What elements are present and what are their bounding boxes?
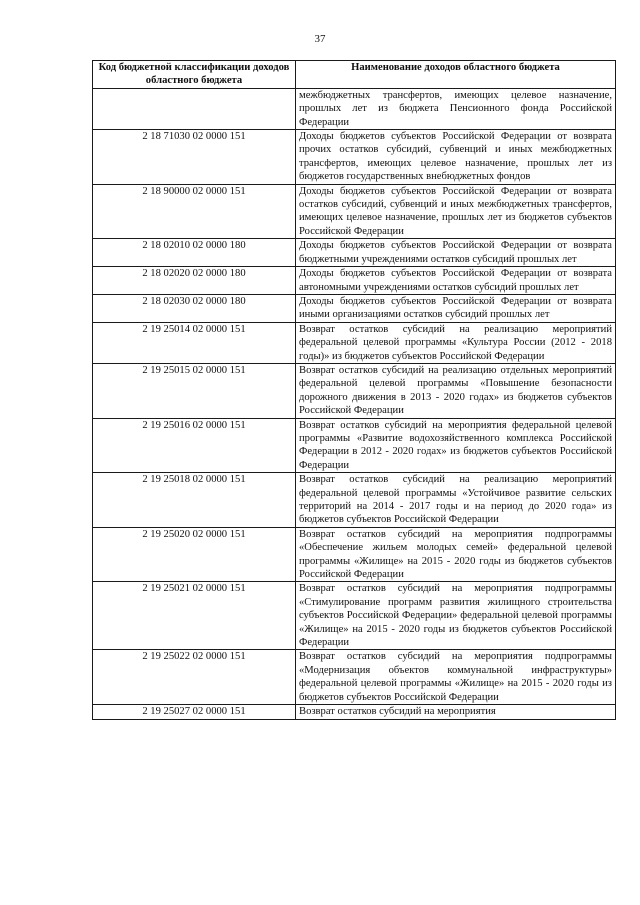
row-code: 2 19 25022 02 0000 151	[93, 650, 296, 705]
table-row	[93, 130, 616, 185]
row-name: Доходы бюджетов субъектов Российской Федерации от возврата автономными учреждениями остатков субсидий прошлых лет	[296, 267, 616, 295]
row-code: 2 18 02030 02 0000 180	[93, 294, 296, 322]
row-code: 2 19 25027 02 0000 151	[93, 705, 296, 719]
row-name: Доходы бюджетов субъектов Российской Федерации от возврата иными организациями остатков субсидий прошлых лет	[296, 294, 616, 322]
row-name: Доходы бюджетов субъектов Российской Федерации от возврата бюджетными учреждениями остатков субсидий прошлых лет	[296, 239, 616, 267]
table-row	[93, 322, 616, 363]
row-code: 2 18 02020 02 0000 180	[93, 267, 296, 295]
header-code: Код бюджетной классификации доходов областного бюджета	[93, 61, 296, 89]
row-code	[93, 88, 296, 129]
page-number: 37	[314, 33, 326, 45]
row-name: Возврат остатков субсидий на мероприятия подпрограммы «Стимулирование программ развития жилищного строительства субъектов Российской Федерации» федеральной целевой программы «Жилище» на 2015 - 2020 годы из бюджетов субъектов Российской Федерации	[296, 582, 616, 650]
table-row	[93, 582, 616, 650]
row-code: 2 18 90000 02 0000 151	[93, 184, 296, 239]
table-row	[93, 705, 616, 719]
table-row	[93, 418, 616, 473]
row-name: Возврат остатков субсидий на реализацию мероприятий федеральной целевой программы «Культура России (2012 - 2018 годы)» из бюджетов субъектов Российской Федерации	[296, 322, 616, 363]
table-row	[93, 363, 616, 418]
row-name: Возврат остатков субсидий на мероприятия подпрограммы «Обеспечение жильем молодых семей» федеральной целевой программы «Жилище» на 2015 - 2020 годы из бюджетов субъектов Российской Федерации	[296, 527, 616, 582]
row-name: Возврат остатков субсидий на реализацию отдельных мероприятий федеральной целевой программы «Повышение безопасности дорожного движения в 2013 - 2020 годах» из бюджетов субъектов Российской Федерации	[296, 363, 616, 418]
budget-classification-table	[92, 60, 616, 720]
row-code: 2 19 25021 02 0000 151	[93, 582, 296, 650]
row-code: 2 19 25014 02 0000 151	[93, 322, 296, 363]
header-name: Наименование доходов областного бюджета	[296, 61, 616, 89]
table-row	[93, 88, 616, 129]
row-code: 2 19 25018 02 0000 151	[93, 473, 296, 528]
row-name: Возврат остатков субсидий на реализацию мероприятий федеральной целевой программы «Устойчивое развитие сельских территорий на 2014 - 2017 годы и на период до 2020 года» из бюджетов субъектов Российской Федерации	[296, 473, 616, 528]
row-name: Возврат остатков субсидий на мероприятия федеральной целевой программы «Развитие водохозяйственного комплекса Российской Федерации в 2012 - 2020 годах» из бюджетов субъектов Российской Федерации	[296, 418, 616, 473]
row-code: 2 19 25016 02 0000 151	[93, 418, 296, 473]
row-code: 2 18 71030 02 0000 151	[93, 130, 296, 185]
row-code: 2 19 25020 02 0000 151	[93, 527, 296, 582]
row-name: Доходы бюджетов субъектов Российской Федерации от возврата прочих остатков субсидий, субвенций и иных межбюджетных трансфертов, имеющих целевое назначение, прошлых лет из бюджетов государственных внебюджетных фондов	[296, 130, 616, 185]
table-row	[93, 239, 616, 267]
row-name: Доходы бюджетов субъектов Российской Федерации от возврата остатков субсидий, субвенций и иных межбюджетных трансфертов, имеющих целевое назначение, прошлых лет из бюджетов субъектов Российской Федерации	[296, 184, 616, 239]
table-row	[93, 184, 616, 239]
table-row	[93, 267, 616, 295]
table-row	[93, 650, 616, 705]
row-code: 2 18 02010 02 0000 180	[93, 239, 296, 267]
table-row	[93, 294, 616, 322]
row-code: 2 19 25015 02 0000 151	[93, 363, 296, 418]
table-row	[93, 473, 616, 528]
row-name: Возврат остатков субсидий на мероприятия	[296, 705, 616, 719]
row-name: межбюджетных трансфертов, имеющих целевое назначение, прошлых лет из бюджета Пенсионного фонда Российской Федерации	[296, 88, 616, 129]
row-name: Возврат остатков субсидий на мероприятия подпрограммы «Модернизация объектов коммунальной инфраструктуры» федеральной целевой программы «Жилище» на 2015 - 2020 годы из бюджетов субъектов Российской Федерации	[296, 650, 616, 705]
table-row	[93, 527, 616, 582]
table-header-row	[93, 61, 616, 89]
